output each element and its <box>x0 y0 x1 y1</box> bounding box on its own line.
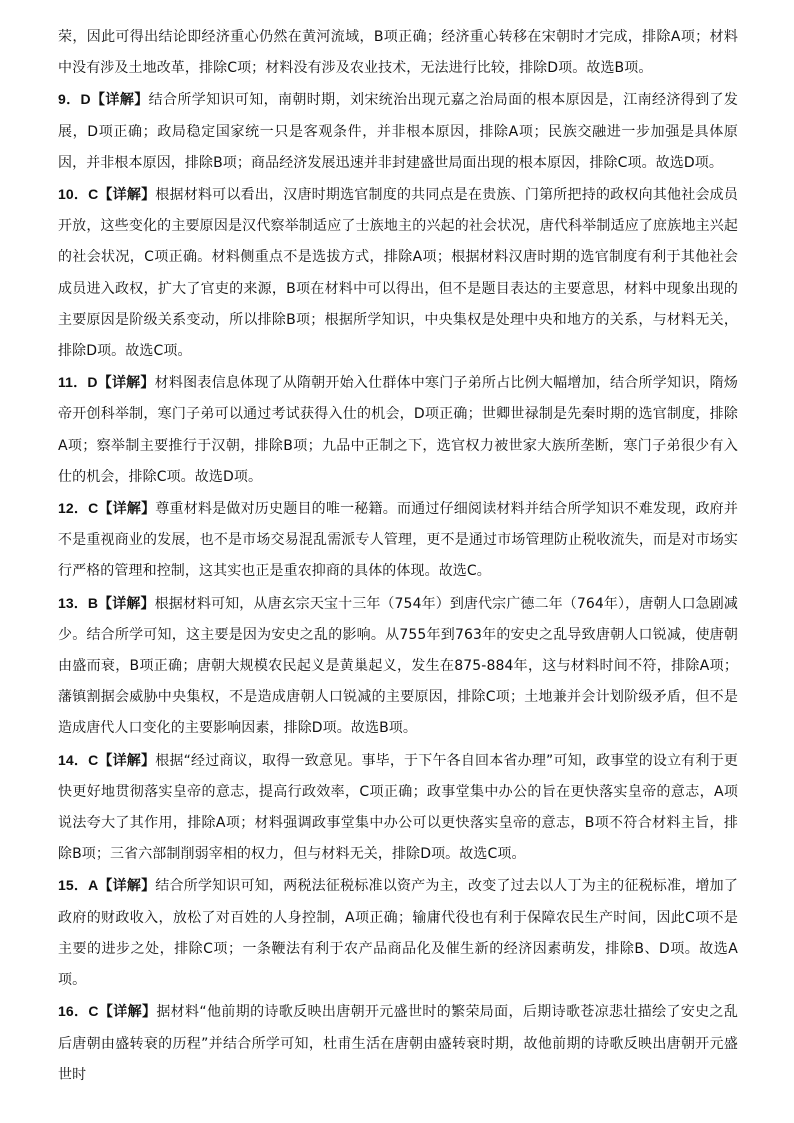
answer-item-16 <box>58 996 738 1091</box>
question-number: 12．C <box>58 500 99 517</box>
answer-item-10 <box>58 179 738 367</box>
explanation-tag: 【详解】 <box>98 595 155 612</box>
paragraph-text: 结合所学知识可知，两税法征税标准以资产为主，改变了过去以人丁为主的征税标准，增加了政府的财政收入，放松了对百姓的人身控制，A项正确；输庸代役也有利于保障农民生产时间，因此C项不是主要的进步之处，排除C项；一条鞭法有利于农产品商品化及催生新的经济因素萌发，排除B、D项。故选A项。 <box>58 878 738 989</box>
paragraph-text: 荣，因此可得出结论即经济重心仍然在黄河流域，B项正确；经济重心转移在宋朝时才完成，排除A项；材料中没有涉及土地改革，排除C项；材料没有涉及农业技术，无法进行比较，排除D项。故选B项。 <box>58 29 738 77</box>
paragraph-text: 根据材料可知，从唐玄宗天宝十三年（754年）到唐代宗广德二年（764年），唐朝人口急剧减少。结合所学可知，这主要是因为安史之乱的影响。从755年到763年的安史之乱导致唐朝人口锐减，使唐朝由盛而衰，B项正确；唐朝大规模农民起义是黄巢起义，发生在875-884年，这与材料时间不符，排除A项；藩镇割据会威胁中央集权，不是造成唐朝人口锐减的主要原因，排除C项；土地兼并会计划阶级矛盾，但不是造成唐代人口变化的主要影响因素，排除D项。故选B项。 <box>58 595 739 737</box>
question-number: 15．A <box>58 877 99 894</box>
explanation-tag: 【详解】 <box>97 375 155 392</box>
question-number: 10．C <box>58 186 99 203</box>
answer-item-15 <box>58 870 738 996</box>
answer-item-12 <box>58 493 738 588</box>
paragraph-text: 结合所学知识可知，南朝时期，刘宋统治出现元嘉之治局面的根本原因是，江南经济得到了发展，D项正确；政局稳定国家统一只是客观条件，并非根本原因，排除A项；民族交融进一步加强是具体原因，并非根本原因，排除B项；商品经济发展迅速并非封建盛世局面出现的根本原因，排除C项。故选D项。 <box>58 92 738 171</box>
answer-explanation-page <box>58 22 738 1091</box>
explanation-tag: 【详解】 <box>90 92 149 109</box>
paragraph-text: 尊重材料是做对历史题目的唯一秘籍。而通过仔细阅读材料并结合所学知识不难发现，政府并不是重视商业的发展，也不是市场交易混乱需派专人管理，更不是通过市场管理防止税收流失，而是对市场实行严格的管理和控制，这其实也正是重农抑商的具体的体现。故选C。 <box>58 501 738 580</box>
paragraph-text: 材料图表信息体现了从隋朝开始入仕群体中寒门子弟所占比例大幅增加，结合所学知识，隋炀帝开创科举制，寒门子弟可以通过考试获得入仕的机会，D项正确；世卿世禄制是先秦时期的选官制度，排除A项；察举制主要推行于汉朝，排除B项；九品中正制之下，选官权力被世家大族所垄断，寒门子弟很少有入仕的机会，排除C项。故选D项。 <box>58 375 738 485</box>
paragraph-text: 根据材料可以看出，汉唐时期选官制度的共同点是在贵族、门第所把持的政权向其他社会成员开放，这些变化的主要原因是汉代察举制适应了士族地主的兴起的社会状况，唐代科举制适应了庶族地主兴起的社会状况，C项正确。材料侧重点不是选拔方式，排除A项；根据材料汉唐时期的选官制度有利于其他社会成员进入政权，扩大了官吏的来源，B项在材料中可以得出，但不是题目表达的主要意思，材料中现象出现的主要原因是阶级关系变动，所以排除B项；根据所学知识，中央集权是处理中央和地方的关系，与材料无关，排除D项。故选C项。 <box>58 187 738 360</box>
explanation-tag: 【详解】 <box>98 1004 157 1021</box>
question-number: 14．C <box>58 751 99 768</box>
answer-item-11 <box>58 367 738 493</box>
answer-item-13 <box>58 588 738 745</box>
question-number: 11．D <box>58 374 98 391</box>
explanation-tag: 【详解】 <box>98 501 156 518</box>
explanation-tag: 【详解】 <box>98 752 156 769</box>
explanation-tag: 【详解】 <box>98 187 156 204</box>
answer-item-14 <box>58 745 738 871</box>
answer-item-9 <box>58 84 738 179</box>
question-number: 16．C <box>58 1003 99 1020</box>
question-number: 13．B <box>58 594 99 611</box>
paragraph-continued <box>58 22 738 84</box>
question-number: 9．D <box>58 91 91 108</box>
paragraph-text: 根据“经过商议，取得一致意见。事毕，于下午各自回本省办理”可知，政事堂的设立有利于更快更好地贯彻落实皇帝的意志，提高行政效率，C项正确；政事堂集中办公的旨在更快落实皇帝的意志，A项说法夸大了其作用，排除A项；材料强调政事堂集中办公可以更快落实皇帝的意志，B项不符合材料主旨，排除B项；三省六部制削弱宰相的权力，但与材料无关，排除D项。故选C项。 <box>58 752 739 863</box>
explanation-tag: 【详解】 <box>98 878 156 895</box>
paragraph-text: 据材料“他前期的诗歌反映出唐朝开元盛世时的繁荣局面，后期诗歌苍凉悲壮描绘了安史之乱后唐朝由盛转衰的历程”并结合所学可知，杜甫生活在唐朝由盛转衰时期，故他前期的诗歌反映出唐朝开元盛世时 <box>58 1004 738 1083</box>
